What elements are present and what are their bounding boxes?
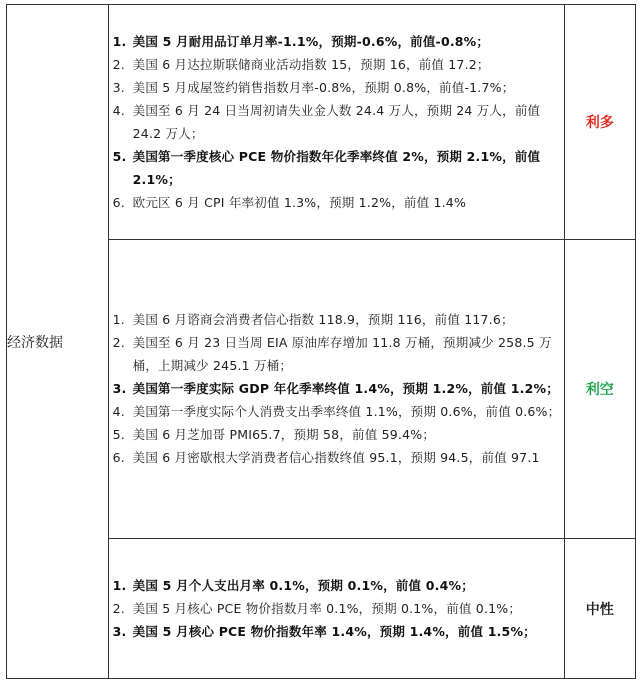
item-number: 4. [112, 102, 125, 118]
tag-bearish: 利空 [564, 239, 635, 539]
item-number: 6. [112, 450, 125, 466]
item-number: 1. [112, 578, 127, 594]
list-item [109, 331, 564, 377]
list-item [109, 99, 564, 145]
item-text: 美国第一季度实际 GDP 年化季率终值 1.4%，预期 1.2%，前值 1.2%； [132, 381, 559, 397]
item-number: 1. [112, 33, 127, 49]
list-item [109, 574, 564, 597]
item-text: 欧元区 6 月 CPI 年率初值 1.3%，预期 1.2%，前值 1.4% [132, 194, 467, 210]
list-item [109, 308, 564, 331]
item-text: 美国至 6 月 24 日当周初请失业金人数 24.4 万人，预期 24 万人，前值 24.2 万人； [132, 102, 541, 141]
item-number: 3. [112, 381, 127, 397]
item-number: 2. [112, 56, 125, 72]
item-text: 美国至 6 月 23 日当周 EIA 原油库存增加 11.8 万桶，预期减少 258.5 万桶，上期减少 245.1 万桶； [132, 335, 552, 374]
list-item [109, 400, 564, 423]
list-item [109, 377, 564, 400]
category-cell: 经济数据 [7, 5, 109, 679]
items-list-bearish [109, 308, 564, 469]
item-text: 美国 6 月谘商会消费者信心指数 118.9，预期 116，前值 117.6； [132, 312, 514, 328]
items-list-bullish [109, 30, 564, 214]
item-text: 美国 5 月个人支出月率 0.1%，预期 0.1%，前值 0.4%； [132, 578, 474, 594]
list-item [109, 76, 564, 99]
item-number: 3. [112, 79, 125, 95]
item-text: 美国 6 月芝加哥 PMI65.7，预期 58，前值 59.4%； [132, 427, 436, 443]
items-cell-neutral [108, 539, 564, 679]
list-item [109, 53, 564, 76]
item-text: 美国 5 月核心 PCE 物价指数月率 0.1%，预期 0.1%，前值 0.1%； [132, 601, 522, 617]
item-text: 美国第一季度实际个人消费支出季率终值 1.1%，预期 0.6%，前值 0.6%； [132, 404, 561, 420]
list-item [109, 597, 564, 620]
list-item [109, 620, 564, 643]
items-list-neutral [109, 574, 564, 643]
list-item [109, 191, 564, 214]
item-text: 美国 6 月密歇根大学消费者信心指数终值 95.1，预期 94.5，前值 97.1 [132, 450, 540, 466]
list-item [109, 423, 564, 446]
items-cell-bullish [108, 5, 564, 240]
list-item [109, 30, 564, 53]
items-cell-bearish [108, 239, 564, 539]
item-text: 美国第一季度核心 PCE 物价指数年化季率终值 2%，预期 2.1%，前值 2.1%； [132, 148, 541, 187]
item-number: 3. [112, 624, 127, 640]
item-number: 2. [112, 335, 125, 351]
item-number: 4. [112, 404, 125, 420]
item-text: 美国 5 月耐用品订单月率-1.1%，预期-0.6%，前值-0.8%； [132, 33, 490, 49]
item-number: 5. [112, 148, 127, 164]
table-row-bullish [7, 5, 636, 240]
item-number: 6. [112, 194, 125, 210]
item-number: 5. [112, 427, 125, 443]
item-text: 美国 5 月核心 PCE 物价指数年率 1.4%，预期 1.4%，前值 1.5%； [132, 624, 536, 640]
economic-data-table [6, 4, 636, 679]
item-number: 1. [112, 312, 125, 328]
list-item [109, 446, 564, 469]
tag-bullish: 利多 [564, 5, 635, 240]
list-item [109, 145, 564, 191]
item-text: 美国 5 月成屋签约销售指数月率-0.8%，预期 0.8%，前值-1.7%； [132, 79, 515, 95]
tag-neutral: 中性 [564, 539, 635, 679]
item-text: 美国 6 月达拉斯联储商业活动指数 15，预期 16，前值 17.2； [132, 56, 490, 72]
item-number: 2. [112, 601, 125, 617]
